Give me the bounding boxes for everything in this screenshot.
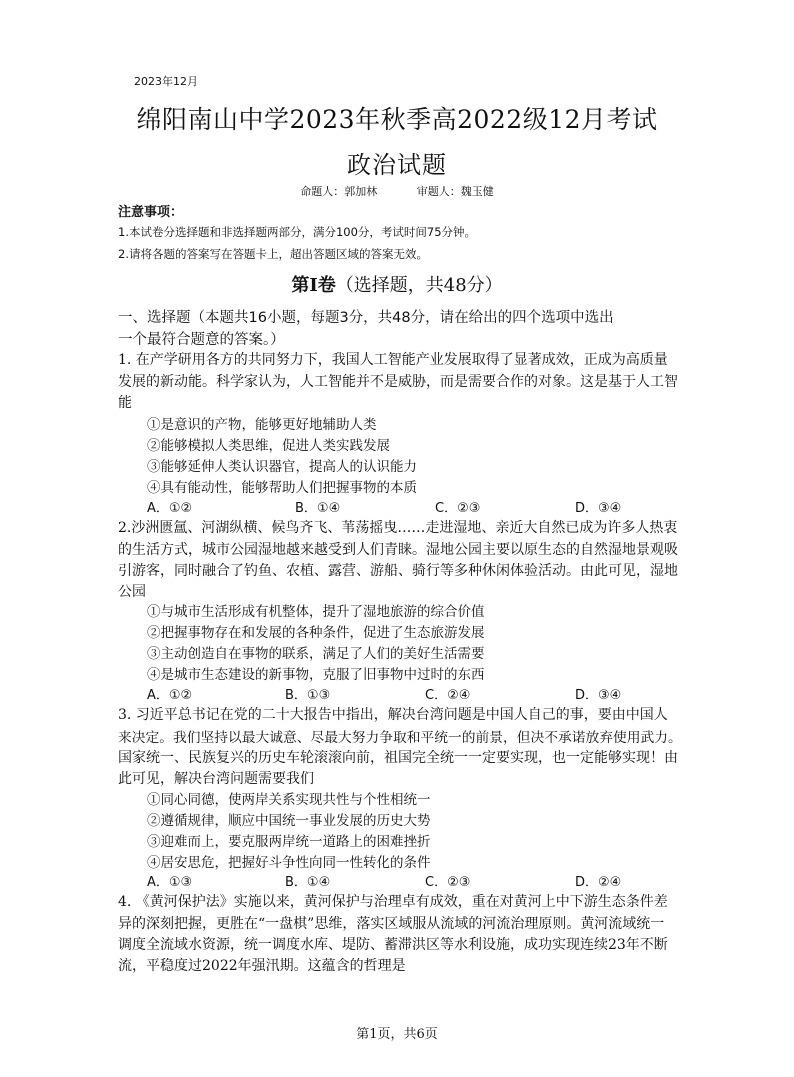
choice-c: C．②③ [425, 875, 471, 890]
authors-line [0, 183, 794, 199]
question-text: 来决定。我们坚持以最大诚意、尽最大努力争取和平统一的前景，但决不承诺放弃使用武力。 [118, 730, 682, 746]
part-instructions: 一、选择题（本题共16小题，每题3分，共48分，请在给出的四个选项中选出 [118, 310, 614, 326]
question-option: ②遵循规律，顺应中国统一事业发展的历史大势 [147, 813, 431, 829]
exam-subtitle: 政治试题 [347, 151, 447, 179]
reviewer: 审题人：魏玉健 [416, 185, 494, 198]
question-text: 发展的新动能。科学家认为，人工智能并不是威胁，而是需要合作的对象。这是基于人工智 [118, 374, 678, 390]
question-option: ④是城市生态建设的新事物，克服了旧事物中过时的东西 [147, 667, 485, 683]
question-text: 能 [118, 395, 132, 411]
section-rest: （选择题，共48分） [335, 275, 503, 296]
question-option: ①是意识的产物，能够更好地辅助人类 [147, 417, 377, 433]
question-text: 1. 在产学研用各方的共同努力下，我国人工智能产业发展取得了显著成效，正成为高质量 [118, 352, 668, 368]
choice-b: B．①③ [285, 688, 331, 703]
question-option: ③迎难而上，要克服两岸统一道路上的困难挫折 [147, 834, 431, 850]
notice-item: 1.本试卷分选择题和非选择题两部分，满分100分，考试时间75分钟。 [118, 225, 477, 239]
choice-b: B．①④ [295, 501, 341, 516]
question-text: 引游客，同时融合了钓鱼、农植、露营、游船、骑行等多种休闲体验活动。由此可见，湿地 [118, 563, 678, 579]
choice-d: D．③④ [575, 688, 622, 703]
exam-date: 2023年12月 [134, 75, 198, 88]
choice-d: D．③④ [575, 501, 622, 516]
section-bold: 第Ⅰ卷 [291, 275, 336, 296]
question-option: ②把握事物存在和发展的各种条件，促进了生态旅游发展 [147, 625, 485, 641]
section-heading [0, 271, 794, 297]
choice-b: B．①④ [285, 875, 331, 890]
question-text: 的生活方式，城市公园湿地越来越受到人们青睐。湿地公园主要以原生态的自然湿地景观吸 [118, 542, 678, 558]
author: 命题人：郭加林 [300, 185, 378, 198]
question-text: 国家统一、民族复兴的历史车轮滚滚向前，祖国完全统一一定要实现，也一定能够实现！由 [118, 750, 678, 766]
question-text: 流，平稳度过2022年强汛期。这蕴含的哲理是 [118, 958, 406, 974]
question-text: 2.沙洲匮氲、河湖纵横、候鸟齐飞、苇荡摇曳……走进湿地、亲近大自然已成为许多人热衷 [118, 520, 678, 536]
question-text: 公园 [118, 584, 146, 600]
choice-a: A．①② [147, 688, 193, 703]
question-option: ③主动创造自在事物的联系，满足了人们的美好生活需要 [147, 646, 485, 662]
choice-c: C．②③ [435, 501, 481, 516]
notice-item: 2.请将各题的答案写在答题卡上，超出答题区域的答案无效。 [118, 247, 428, 261]
question-option: ①同心同德，使两岸关系实现共性与个性相统一 [147, 792, 431, 808]
question-text: 此可见，解决台湾问题需要我们 [118, 771, 314, 787]
choice-a: A．①③ [147, 875, 193, 890]
question-text: 调度全流域水资源，统一调度水库、堤防、蓄滞洪区等水利设施，成功实现连续23年不断 [118, 937, 668, 953]
exam-title: 绵阳南山中学2023年秋季高2022级12月考试 [136, 105, 658, 134]
question-text: 异的深刻把握，更胜在“一盘棋”思维，落实区域服从流域的河流治理原则。黄河流域统一 [118, 916, 665, 932]
part-instructions: 一个最符合题意的答案。） [118, 332, 285, 348]
choice-a: A．①② [147, 501, 193, 516]
question-text: 3. 习近平总书记在党的二十大报告中指出，解决台湾问题是中国人自己的事，要由中国人 [118, 707, 668, 723]
question-option: ③能够延伸人类认识器官，提高人的认识能力 [147, 459, 417, 475]
notice-heading: 注意事项： [118, 205, 184, 220]
question-option: ①与城市生活形成有机整体，提升了湿地旅游的综合价值 [147, 604, 485, 620]
page-number: 第1页，共6页 [356, 1027, 438, 1042]
question-option: ②能够模拟人类思维，促进人类实践发展 [147, 438, 390, 454]
question-option: ④具有能动性，能够帮助人们把握事物的本质 [147, 480, 417, 496]
choice-d: D．②④ [575, 875, 622, 890]
choice-c: C．②④ [425, 688, 471, 703]
question-text: 4. 《黄河保护法》实施以来，黄河保护与治理卓有成效，重在对黄河上中下游生态条件差 [118, 894, 668, 910]
question-option: ④居安思危，把握好斗争性向同一性转化的条件 [147, 855, 431, 871]
